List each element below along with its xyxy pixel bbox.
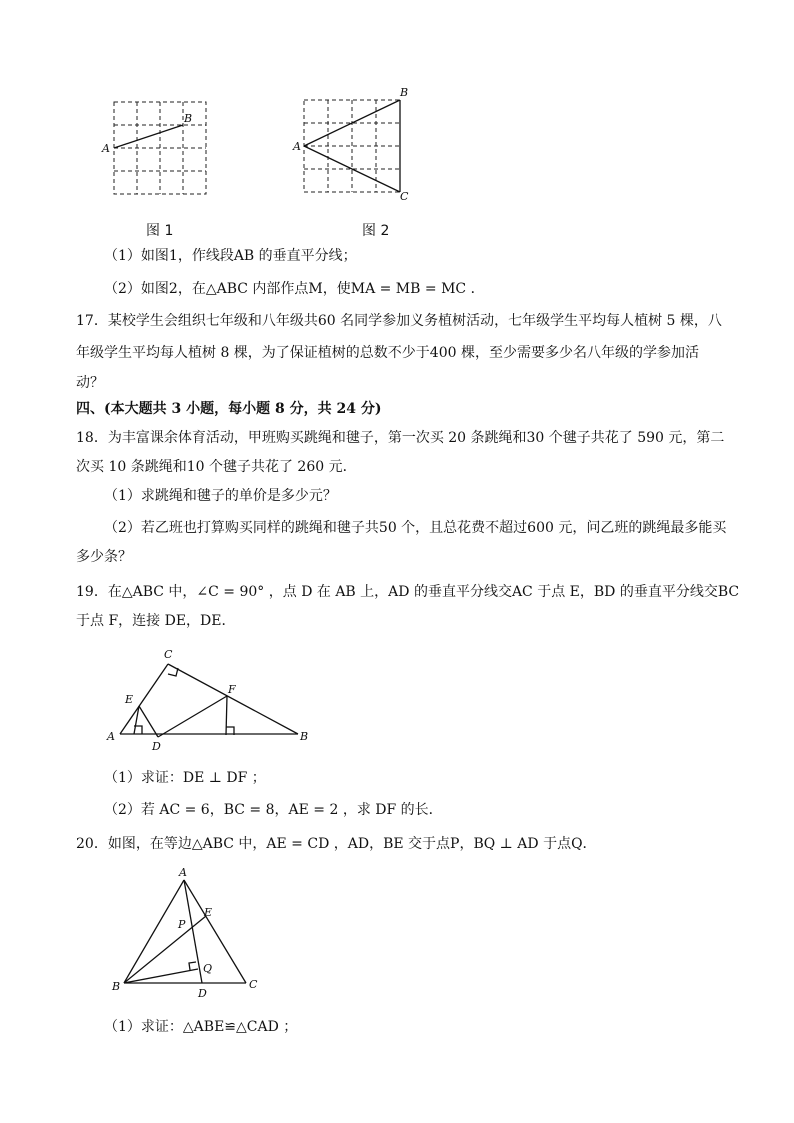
label-a: A [102, 142, 110, 155]
label-b: B [184, 112, 193, 125]
figure-2-caption: 图 2 [362, 223, 390, 239]
label-a: A [293, 140, 301, 153]
q18-part1: （1）求跳绳和毽子的单价是多少元？ [104, 488, 337, 504]
label-c: C [249, 978, 258, 991]
label-e: E [204, 906, 213, 919]
figure-q19 [100, 640, 320, 752]
label-d: D [152, 740, 161, 752]
figure-1 [96, 96, 216, 202]
label-c: C [400, 190, 409, 202]
q19-line2: 于点 F，连接 DE，DE． [76, 613, 236, 629]
label-b: B [112, 980, 121, 993]
label-e: E [125, 693, 134, 706]
q19-part2: （2）若 AC = 6，BC = 8，AE = 2 ，求 DF 的长． [104, 802, 443, 818]
label-p: P [178, 918, 186, 931]
q16-part1: （1）如图1，作线段AB 的垂直平分线； [104, 248, 357, 264]
q17-line1: 17．某校学生会组织七年级和八年级共60 名同学参加义务植树活动，七年级学生平均每人植树 5 棵，八 [76, 313, 722, 329]
q17-line2: 年级学生平均每人植树 8 棵，为了保证植树的总数不少于400 棵，至少需要多少名八年级的学参加活 [76, 345, 699, 361]
q18-line1: 18．为丰富课余体育活动，甲班购买跳绳和毽子，第一次买 20 条跳绳和30 个毽子共花了 590 元，第二 [76, 430, 725, 446]
q19-part1: （1）求证：DE ⊥ DF ； [104, 770, 266, 786]
q17-line3: 动？ [76, 375, 104, 391]
figure-2 [292, 86, 416, 202]
q20-part1: （1）求证：△ABE≌△CAD ； [104, 1019, 298, 1035]
figure-q20 [104, 866, 274, 1004]
q16-part2: （2）如图2，在△ABC 内部作点M，使MA = MB = MC ． [104, 281, 485, 297]
label-c: C [164, 648, 173, 661]
segment-ab [114, 125, 183, 148]
q19-line1: 19．在△ABC 中，∠C = 90° ，点 D 在 AB 上，AD 的垂直平分线交AC 于点 E，BD 的垂直平分线交BC [76, 584, 740, 600]
label-b: B [300, 730, 309, 743]
q18-part2-line1: （2）若乙班也打算购买同样的跳绳和毽子共50 个，且总花费不超过600 元，问乙班的跳绳最多能买 [104, 520, 727, 536]
label-a: A [107, 730, 115, 743]
label-f: F [228, 683, 236, 696]
label-d: D [198, 987, 207, 1000]
q20-line1: 20．如图，在等边△ABC 中，AE = CD ，AD，BE 交于点P，BQ ⊥ AD 于点Q． [76, 836, 597, 852]
section-4-heading: 四、(本大题共 3 小题，每小题 8 分，共 24 分) [76, 401, 382, 417]
q18-line2: 次买 10 条跳绳和10 个毽子共花了 260 元． [76, 459, 357, 475]
label-a: A [179, 866, 187, 879]
q18-part2-line2: 多少条？ [76, 549, 132, 565]
label-q: Q [203, 962, 213, 975]
label-b: B [400, 86, 409, 99]
figure-1-caption: 图 1 [146, 223, 174, 239]
